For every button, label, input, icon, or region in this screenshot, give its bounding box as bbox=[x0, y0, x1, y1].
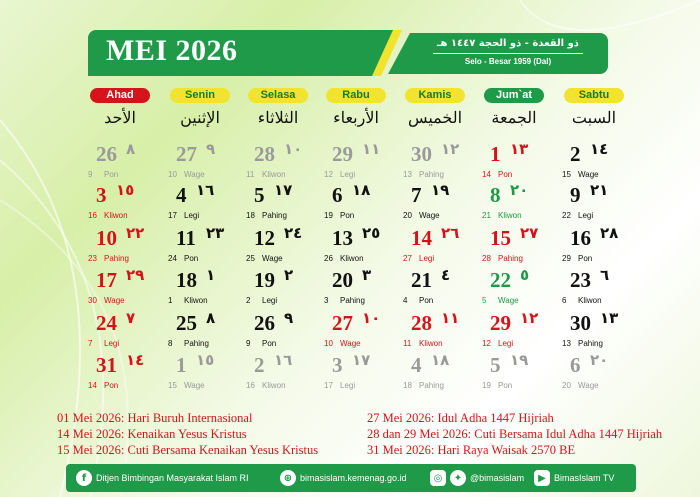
divider bbox=[433, 53, 583, 54]
pasaran-name: Wage bbox=[498, 296, 519, 305]
day-cell[interactable] bbox=[246, 140, 334, 184]
gregorian-date: 26 bbox=[96, 142, 117, 166]
weekday-arabic: السبت bbox=[571, 108, 617, 127]
facebook-icon: f bbox=[76, 470, 92, 486]
hijri-date: ٢٧ bbox=[520, 224, 539, 242]
hijri-date: ٢٠ bbox=[510, 181, 529, 199]
day-cell[interactable] bbox=[246, 181, 334, 225]
gregorian-date: 6 bbox=[332, 183, 343, 207]
pasaran-name: Legi bbox=[419, 254, 435, 263]
pasaran-number: 7 bbox=[88, 339, 93, 348]
hijri-date: ١٥ bbox=[196, 351, 215, 369]
pasaran-number: 5 bbox=[482, 296, 487, 305]
gregorian-date: 22 bbox=[490, 268, 511, 292]
gregorian-date: 27 bbox=[332, 311, 353, 335]
pasaran-number: 25 bbox=[246, 254, 255, 263]
pasaran-name: Pon bbox=[498, 170, 513, 179]
footer-social-label: @bimasislam bbox=[470, 473, 525, 483]
footer-social[interactable] bbox=[430, 464, 524, 492]
day-cell[interactable] bbox=[246, 351, 334, 395]
hijri-date: ٦ bbox=[600, 266, 610, 284]
pasaran-name: Pahing bbox=[419, 170, 444, 179]
pasaran-name: Pon bbox=[184, 254, 199, 263]
hijri-date: ١٩ bbox=[431, 181, 450, 199]
day-cell[interactable] bbox=[403, 309, 491, 353]
gregorian-date: 1 bbox=[176, 353, 187, 377]
pasaran-name: Kliwon bbox=[419, 339, 443, 348]
day-cell[interactable] bbox=[562, 181, 650, 225]
weekday-arabic: الأربعاء bbox=[333, 108, 379, 127]
holiday-item: 01 Mei 2026: Hari Buruh Internasional bbox=[57, 411, 253, 425]
hijri-date: ١٥ bbox=[116, 181, 135, 199]
hijri-date: ٢٠ bbox=[590, 351, 609, 369]
day-cell[interactable] bbox=[403, 266, 491, 310]
pasaran-name: Kliwon bbox=[184, 296, 208, 305]
gregorian-date: 29 bbox=[332, 142, 353, 166]
pasaran-name: Pahing bbox=[340, 296, 365, 305]
pasaran-name: Kliwon bbox=[262, 170, 286, 179]
hijri-date: ٢ bbox=[284, 266, 294, 284]
pasaran-number: 22 bbox=[562, 211, 571, 220]
day-cell[interactable] bbox=[88, 351, 176, 395]
pasaran-name: Wage bbox=[578, 381, 599, 390]
day-cell[interactable] bbox=[168, 266, 256, 310]
day-cell[interactable] bbox=[324, 181, 412, 225]
hijri-date: ١٢ bbox=[520, 309, 539, 327]
gregorian-date: 5 bbox=[254, 183, 265, 207]
hijri-date: ٨ bbox=[206, 309, 216, 327]
pasaran-name: Kliwon bbox=[104, 211, 128, 220]
pasaran-number: 10 bbox=[168, 170, 177, 179]
hijri-date: ٢٩ bbox=[126, 266, 145, 284]
pasaran-name: Kliwon bbox=[498, 211, 522, 220]
gregorian-date: 11 bbox=[176, 226, 196, 250]
pasaran-name: Kliwon bbox=[262, 381, 286, 390]
hijri-date: ٥ bbox=[520, 266, 530, 284]
pasaran-number: 1 bbox=[168, 296, 173, 305]
hijri-date: ١٩ bbox=[510, 351, 529, 369]
holiday-item: 27 Mei 2026: Idul Adha 1447 Hijriah bbox=[367, 411, 554, 425]
gregorian-date: 7 bbox=[411, 183, 422, 207]
weekday-arabic: الثلاثاء bbox=[257, 108, 299, 127]
pasaran-name: Legi bbox=[340, 381, 356, 390]
hijri-date: ٢٨ bbox=[600, 224, 619, 242]
gregorian-date: 27 bbox=[176, 142, 197, 166]
pasaran-name: Wage bbox=[184, 381, 205, 390]
gregorian-date: 14 bbox=[411, 226, 432, 250]
gregorian-date: 4 bbox=[411, 353, 422, 377]
weekday-rabu: Rabu bbox=[326, 88, 386, 103]
hijri-date: ٩ bbox=[206, 140, 216, 158]
gregorian-date: 18 bbox=[176, 268, 197, 292]
day-cell[interactable] bbox=[403, 140, 491, 184]
pasaran-number: 3 bbox=[324, 296, 329, 305]
day-cell[interactable] bbox=[562, 266, 650, 310]
hijri-date: ٧ bbox=[126, 309, 136, 327]
gregorian-date: 24 bbox=[96, 311, 117, 335]
pasaran-number: 14 bbox=[88, 381, 97, 390]
pasaran-number: 9 bbox=[246, 339, 251, 348]
pasaran-name: Wage bbox=[262, 254, 283, 263]
day-cell[interactable] bbox=[482, 309, 570, 353]
hijri-date: ١٧ bbox=[274, 181, 293, 199]
day-cell[interactable] bbox=[88, 181, 176, 225]
pasaran-number: 6 bbox=[562, 296, 567, 305]
pasaran-number: 19 bbox=[324, 211, 333, 220]
pasaran-number: 18 bbox=[403, 381, 412, 390]
hijri-date: ١٤ bbox=[126, 351, 145, 369]
footer-site-label: bimasislam.kemenag.go.id bbox=[300, 473, 407, 483]
hijri-date: ٨ bbox=[126, 140, 136, 158]
pasaran-number: 18 bbox=[246, 211, 255, 220]
hijri-date: ٢٣ bbox=[206, 224, 225, 242]
gregorian-date: 31 bbox=[96, 353, 117, 377]
gregorian-date: 16 bbox=[570, 226, 591, 250]
pasaran-number: 30 bbox=[88, 296, 97, 305]
hijri-date: ١٠ bbox=[284, 140, 303, 158]
pasaran-name: Pahing bbox=[498, 254, 523, 263]
weekday-arabic: الأحد bbox=[104, 108, 136, 127]
pasaran-name: Pon bbox=[419, 296, 434, 305]
hijri-date: ٢٤ bbox=[284, 224, 303, 242]
pasaran-number: 29 bbox=[562, 254, 571, 263]
pasaran-number: 27 bbox=[403, 254, 412, 263]
pasaran-name: Legi bbox=[578, 211, 594, 220]
weekday-selasa: Selasa bbox=[248, 88, 308, 103]
holiday-item: 15 Mei 2026: Cuti Bersama Kenaikan Yesus Kristus bbox=[57, 443, 319, 457]
pasaran-name: Legi bbox=[340, 170, 356, 179]
hijri-date: ١١ bbox=[441, 309, 460, 327]
hijri-date: ٢٢ bbox=[126, 224, 145, 242]
pasaran-number: 28 bbox=[482, 254, 491, 263]
gregorian-date: 30 bbox=[411, 142, 432, 166]
pasaran-name: Pahing bbox=[184, 339, 209, 348]
day-cell[interactable] bbox=[324, 266, 412, 310]
day-cell[interactable] bbox=[482, 351, 570, 395]
weekday-kamis: Kamis bbox=[405, 88, 465, 103]
weekday-jumat: Jum`at bbox=[484, 88, 544, 103]
pasaran-number: 23 bbox=[88, 254, 97, 263]
day-cell[interactable] bbox=[324, 309, 412, 353]
weekday-arabic: الجمعة bbox=[491, 108, 537, 127]
pasaran-name: Legi bbox=[104, 339, 120, 348]
footer-tv-label: BimasIslam TV bbox=[554, 473, 615, 483]
pasaran-name: Wage bbox=[419, 211, 440, 220]
pasaran-name: Pon bbox=[262, 339, 277, 348]
day-cell[interactable] bbox=[482, 181, 570, 225]
pasaran-name: Pon bbox=[498, 381, 513, 390]
pasaran-name: Wage bbox=[104, 296, 125, 305]
gregorian-date: 12 bbox=[254, 226, 275, 250]
hijri-date: ١٣ bbox=[600, 309, 619, 327]
weekday-sabtu: Sabtu bbox=[564, 88, 624, 103]
holiday-item: 14 Mei 2026: Kenaikan Yesus Kristus bbox=[57, 427, 247, 441]
pasaran-name: Wage bbox=[340, 339, 361, 348]
day-cell[interactable] bbox=[562, 309, 650, 353]
pasaran-number: 12 bbox=[324, 170, 333, 179]
day-cell[interactable] bbox=[168, 140, 256, 184]
day-cell[interactable] bbox=[562, 224, 650, 268]
day-cell[interactable] bbox=[562, 351, 650, 395]
pasaran-name: Pon bbox=[578, 254, 593, 263]
day-cell[interactable] bbox=[168, 181, 256, 225]
hijri-date: ١٨ bbox=[352, 181, 371, 199]
gregorian-date: 26 bbox=[254, 311, 275, 335]
pasaran-name: Kliwon bbox=[340, 254, 364, 263]
gregorian-date: 23 bbox=[570, 268, 591, 292]
calendar-header bbox=[88, 30, 608, 76]
day-cell[interactable] bbox=[168, 224, 256, 268]
pasaran-name: Pahing bbox=[262, 211, 287, 220]
pasaran-name: Pahing bbox=[419, 381, 444, 390]
pasaran-number: 21 bbox=[482, 211, 491, 220]
pasaran-number: 26 bbox=[324, 254, 333, 263]
day-cell[interactable] bbox=[482, 140, 570, 184]
pasaran-number: 9 bbox=[88, 170, 93, 179]
hijri-date: ٢٦ bbox=[441, 224, 460, 242]
weekday-ahad: Ahad bbox=[90, 88, 150, 103]
day-cell[interactable] bbox=[403, 181, 491, 225]
pasaran-number: 20 bbox=[403, 211, 412, 220]
day-cell[interactable] bbox=[482, 266, 570, 310]
hijri-date: ١١ bbox=[362, 140, 381, 158]
hijri-date: ١٧ bbox=[352, 351, 371, 369]
pasaran-number: 12 bbox=[482, 339, 491, 348]
javanese-months: Selo - Besar 1959 (Dal) bbox=[464, 57, 552, 66]
pasaran-number: 10 bbox=[324, 339, 333, 348]
day-cell[interactable] bbox=[324, 351, 412, 395]
pasaran-name: Legi bbox=[262, 296, 278, 305]
day-cell[interactable] bbox=[168, 309, 256, 353]
pasaran-number: 13 bbox=[403, 170, 412, 179]
gregorian-date: 28 bbox=[411, 311, 432, 335]
gregorian-date: 20 bbox=[332, 268, 353, 292]
gregorian-date: 13 bbox=[332, 226, 353, 250]
day-cell[interactable] bbox=[403, 224, 491, 268]
pasaran-name: Legi bbox=[184, 211, 200, 220]
day-cell[interactable] bbox=[482, 224, 570, 268]
gregorian-date: 15 bbox=[490, 226, 511, 250]
pasaran-name: Wage bbox=[184, 170, 205, 179]
hijri-date: ١٤ bbox=[590, 140, 609, 158]
day-cell[interactable] bbox=[403, 351, 491, 395]
pasaran-number: 13 bbox=[562, 339, 571, 348]
pasaran-name: Pahing bbox=[104, 254, 129, 263]
pasaran-name: Kliwon bbox=[578, 296, 602, 305]
gregorian-date: 1 bbox=[490, 142, 501, 166]
day-cell[interactable] bbox=[168, 351, 256, 395]
gregorian-date: 19 bbox=[254, 268, 275, 292]
gregorian-date: 4 bbox=[176, 183, 187, 207]
hijri-date: ١٨ bbox=[431, 351, 450, 369]
gregorian-date: 2 bbox=[570, 142, 581, 166]
globe-icon: ⊕ bbox=[280, 470, 296, 486]
day-cell[interactable] bbox=[562, 140, 650, 184]
pasaran-number: 17 bbox=[168, 211, 177, 220]
pasaran-number: 20 bbox=[562, 381, 571, 390]
hijri-months: ذو القعدة - ذو الحجة ١٤٤٧ هـ bbox=[437, 38, 579, 49]
holiday-item: 31 Mei 2026: Hari Raya Waisak 2570 BE bbox=[367, 443, 576, 457]
hijri-date: ٢١ bbox=[590, 181, 609, 199]
gregorian-date: 8 bbox=[490, 183, 501, 207]
pasaran-number: 14 bbox=[482, 170, 491, 179]
gregorian-date: 9 bbox=[570, 183, 581, 207]
hijri-date: ١٠ bbox=[362, 309, 381, 327]
pasaran-number: 15 bbox=[168, 381, 177, 390]
day-cell[interactable] bbox=[88, 140, 176, 184]
pasaran-name: Legi bbox=[498, 339, 514, 348]
pasaran-number: 8 bbox=[168, 339, 173, 348]
gregorian-date: 25 bbox=[176, 311, 197, 335]
gregorian-date: 21 bbox=[411, 268, 432, 292]
day-cell[interactable] bbox=[246, 266, 334, 310]
day-cell[interactable] bbox=[246, 309, 334, 353]
footer-site[interactable] bbox=[280, 464, 407, 492]
weekday-arabic: الخميس bbox=[407, 108, 463, 127]
pasaran-number: 2 bbox=[246, 296, 251, 305]
day-cell[interactable] bbox=[246, 224, 334, 268]
hijri-date: ١ bbox=[206, 266, 216, 284]
gregorian-date: 3 bbox=[96, 183, 107, 207]
pasaran-number: 16 bbox=[246, 381, 255, 390]
hijri-date: ١٢ bbox=[441, 140, 460, 158]
gregorian-date: 5 bbox=[490, 353, 501, 377]
gregorian-date: 2 bbox=[254, 353, 265, 377]
youtube-icon: ▶ bbox=[534, 470, 550, 486]
gregorian-date: 30 bbox=[570, 311, 591, 335]
pasaran-number: 4 bbox=[403, 296, 408, 305]
gregorian-date: 6 bbox=[570, 353, 581, 377]
day-cell[interactable] bbox=[88, 224, 176, 268]
pasaran-number: 17 bbox=[324, 381, 333, 390]
pasaran-name: Pon bbox=[340, 211, 355, 220]
pasaran-name: Wage bbox=[578, 170, 599, 179]
footer-bar bbox=[66, 464, 636, 492]
weekday-senin: Senin bbox=[170, 88, 230, 103]
pasaran-number: 24 bbox=[168, 254, 177, 263]
holiday-item: 28 dan 29 Mei 2026: Cuti Bersama Idul Adha 1447 Hijriah bbox=[367, 427, 663, 441]
pasaran-number: 16 bbox=[88, 211, 97, 220]
hijri-date: ٤ bbox=[441, 266, 451, 284]
hijri-date: ١٦ bbox=[196, 181, 215, 199]
pasaran-name: Pahing bbox=[578, 339, 603, 348]
day-cell[interactable] bbox=[324, 224, 412, 268]
instagram-icon: ◎ bbox=[430, 470, 446, 486]
month-title: MEI 2026 bbox=[106, 34, 238, 67]
gregorian-date: 29 bbox=[490, 311, 511, 335]
day-cell[interactable] bbox=[88, 266, 176, 310]
twitter-icon: ✦ bbox=[450, 470, 466, 486]
gregorian-date: 10 bbox=[96, 226, 117, 250]
gregorian-date: 17 bbox=[96, 268, 117, 292]
hijri-date: ١٣ bbox=[510, 140, 529, 158]
footer-org-label: Ditjen Bimbingan Masyarakat Islam RI bbox=[96, 473, 249, 483]
hijri-date: ٢٥ bbox=[362, 224, 381, 242]
hijri-date: ٩ bbox=[284, 309, 294, 327]
day-cell[interactable] bbox=[88, 309, 176, 353]
gregorian-date: 3 bbox=[332, 353, 343, 377]
pasaran-number: 19 bbox=[482, 381, 491, 390]
footer-org[interactable] bbox=[76, 464, 249, 492]
hijri-date: ١٦ bbox=[274, 351, 293, 369]
day-cell[interactable] bbox=[324, 140, 412, 184]
footer-tv[interactable] bbox=[534, 464, 614, 492]
pasaran-name: Pon bbox=[104, 381, 119, 390]
gregorian-date: 28 bbox=[254, 142, 275, 166]
pasaran-name: Pon bbox=[104, 170, 119, 179]
pasaran-number: 15 bbox=[562, 170, 571, 179]
pasaran-number: 11 bbox=[403, 339, 412, 348]
weekday-arabic: الإثنين bbox=[180, 108, 220, 127]
hijri-date: ٣ bbox=[362, 266, 372, 284]
pasaran-number: 11 bbox=[246, 170, 255, 179]
